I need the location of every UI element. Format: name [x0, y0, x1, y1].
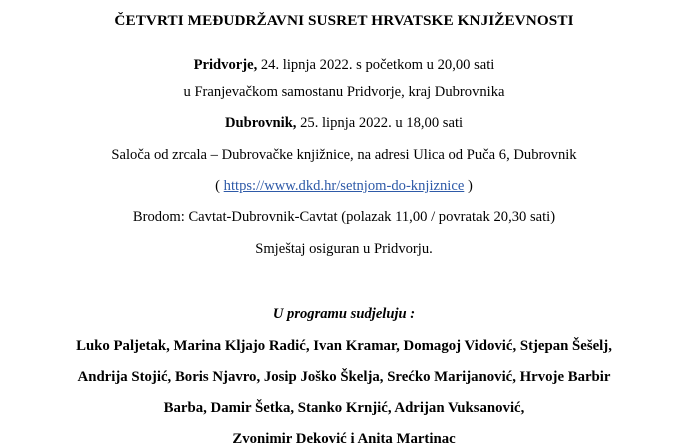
participants-line-1: Luko Paljetak, Marina Kljajo Radić, Ivan Kramar, Domagoj Vidović, Stjepan Šešelj, — [76, 338, 612, 354]
accommodation-info: Smještaj osiguran u Pridvorju. — [255, 241, 433, 257]
event-dubrovnik-venue: Saloča od zrcala – Dubrovačke knjižnice, na adresi Ulica od Puča 6, Dubrovnik — [111, 147, 577, 163]
event-pridvorje-place: Pridvorje, — [193, 57, 258, 73]
participants-line-3: Barba, Damir Šetka, Stanko Krnjić, Adrijan Vuksanović, — [163, 400, 525, 416]
event-pridvorje-datetime: 24. lipnja 2022. s početkom u 20,00 sati — [257, 57, 495, 73]
participants-line-2: Andrija Stojić, Boris Njavro, Josip Joško Škelja, Srećko Marijanović, Hrvoje Barbir — [77, 369, 611, 385]
event-link-line — [0, 177, 688, 195]
dkd-website-link[interactable]: https://www.dkd.hr/setnjom-do-knjiznice — [223, 178, 465, 194]
link-close-paren: ) — [464, 178, 473, 194]
document-title: ČETVRTI MEĐUDRŽAVNI SUSRET HRVATSKE KNJIŽEVNOSTI — [114, 12, 574, 29]
event-dubrovnik-place: Dubrovnik, — [224, 115, 297, 131]
program-heading: U programu sudjeluju : — [272, 306, 416, 322]
event-pridvorje-date — [0, 56, 688, 74]
event-dubrovnik-datetime: 25. lipnja 2022. u 18,00 sati — [296, 115, 464, 131]
event-dubrovnik-date — [0, 114, 688, 132]
participants-line-4: Zvonimir Deković i Anita Martinac — [232, 431, 456, 447]
boat-info: Brodom: Cavtat-Dubrovnik-Cavtat (polazak 11,00 / povratak 20,30 sati) — [132, 209, 556, 225]
event-pridvorje-venue: u Franjevačkom samostanu Pridvorje, kraj Dubrovnika — [183, 84, 505, 100]
link-open-paren: ( — [215, 178, 224, 194]
